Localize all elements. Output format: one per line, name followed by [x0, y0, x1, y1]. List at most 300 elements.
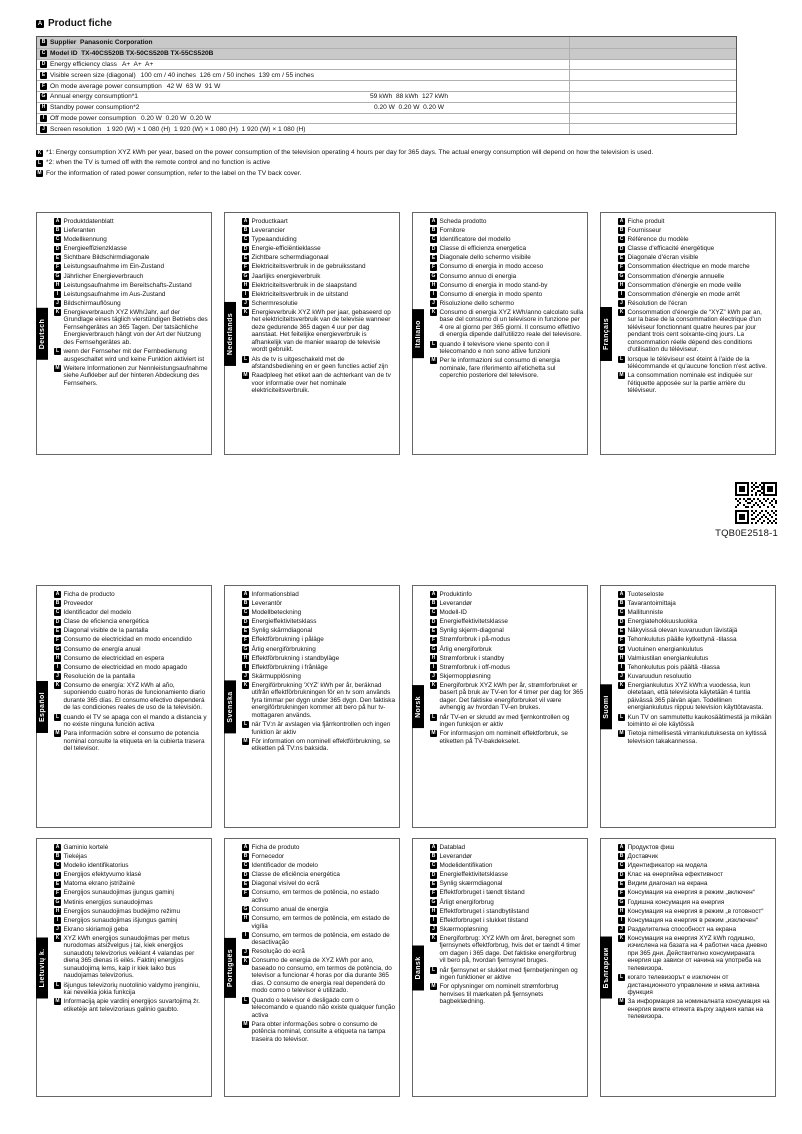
- list-item: [430, 263, 584, 271]
- letter-icon: B: [619, 227, 624, 234]
- row-empty-cell: [569, 37, 736, 48]
- letter-icon: B: [41, 38, 46, 45]
- letter-icon: J: [618, 673, 625, 680]
- item-text: Weitere Informationen zur Nennleistungsaufnahme siehe Aufkleber auf der hinteren Abdeckung des Fernsehers.: [63, 364, 208, 387]
- list-item: [618, 871, 772, 879]
- letter-icon: M: [619, 730, 624, 737]
- letter-icon: D: [243, 618, 248, 625]
- letter-icon: B: [243, 227, 248, 234]
- list-item: [430, 300, 584, 308]
- list-item: [618, 282, 772, 290]
- letter-icon: D: [619, 245, 624, 252]
- row-label: Visible screen size (diagonal): [50, 71, 136, 79]
- list-item: [430, 899, 584, 907]
- item-text: Zichtbare schermdiagonaal: [251, 254, 329, 262]
- item-text: Energijos efektyvumo klasė: [63, 871, 142, 879]
- list-item: [430, 236, 584, 244]
- list-item: [54, 600, 208, 608]
- item-text: Näkyvissä olevan kuvaruudun lävistäjä: [627, 627, 738, 635]
- list-item: [618, 609, 772, 617]
- item-text: Vuotuinen energiankulutus: [627, 645, 703, 653]
- item-text: For informasjon om nominelt effektforbruk, se etiketten på TV-bakdekselet.: [439, 730, 568, 745]
- letter-icon: I: [618, 917, 625, 924]
- item-text: Fournisseur: [627, 227, 662, 235]
- item-text: Synlig skärmdiagonal: [251, 627, 313, 635]
- letter-icon: A: [619, 218, 624, 225]
- list-item: [54, 609, 208, 617]
- item-text: Fornitore: [439, 227, 466, 235]
- item-text: Consommation électrique en mode marche: [627, 263, 750, 271]
- list-item: [618, 880, 772, 888]
- item-text: Als de tv is uitgeschakeld met de afstandsbediening en er geen functies actief zijn: [251, 355, 388, 371]
- list-item: [54, 245, 208, 253]
- list-item: [242, 853, 396, 861]
- item-text: Per le informazioni sul consumo di energia nominale, fare riferimento all'etichetta sul coperchio posteriore del televisore.: [439, 357, 560, 380]
- item-text: Skärmupplösning: [251, 672, 301, 680]
- letter-icon: E: [619, 627, 624, 634]
- letter-icon: I: [618, 291, 625, 298]
- letter-icon: K: [619, 309, 624, 316]
- letter-icon: J: [54, 926, 61, 933]
- letter-icon: L: [243, 355, 248, 362]
- letter-icon: H: [55, 907, 60, 914]
- letter-icon: D: [431, 618, 436, 625]
- list-item: [618, 714, 772, 729]
- item-text: Classe de eficiência energética: [251, 871, 340, 879]
- list-item: [242, 997, 396, 1020]
- letter-icon: G: [619, 645, 624, 652]
- list-item: [54, 908, 208, 916]
- item-text: Consommation d'énergie de “XYZ” kWh par an, sur la base de la consommation électrique d'un téléviseur fonctionnant quatre heures par jour pendant trois cent soixante-cinq jours. La consommation réelle dépend des conditions d'utilisation du téléviseur.: [627, 308, 762, 354]
- letter-icon: C: [431, 862, 436, 869]
- list-item: [430, 227, 584, 235]
- letter-icon: E: [431, 627, 436, 634]
- list-item: [242, 236, 396, 244]
- letter-icon: J: [430, 673, 437, 680]
- list-item: [242, 636, 396, 644]
- item-text: Leverandør: [439, 853, 473, 861]
- language-name: Lietuvių k.: [38, 947, 46, 988]
- item-text: Effektforbruget i standbytilstand: [439, 907, 529, 915]
- language-tab: [36, 937, 48, 998]
- row-label: Off mode power consumption: [50, 114, 137, 122]
- list-item: [430, 673, 584, 681]
- list-item: [54, 871, 208, 879]
- item-text: Para información sobre el consumo de potencia nominal consulte la etiqueta en la cubierta trasera del televisor.: [63, 730, 205, 753]
- item-text: Jährlicher Energieverbrauch: [63, 272, 144, 280]
- list-item: [430, 309, 584, 339]
- list-item: [430, 273, 584, 281]
- language-block: [36, 585, 212, 828]
- language-tab: [412, 309, 424, 359]
- list-item: [242, 309, 396, 354]
- letter-icon: F: [243, 263, 248, 270]
- table-row-main-cell: [37, 49, 569, 59]
- letter-icon: C: [243, 236, 248, 243]
- item-text: Skærmopløsning: [439, 925, 488, 933]
- letter-icon: L: [37, 159, 42, 166]
- item-text: Strømforbruk i standby: [439, 654, 505, 662]
- letter-icon: I: [242, 932, 249, 939]
- letter-icon: C: [243, 609, 248, 616]
- letter-icon: M: [431, 357, 436, 364]
- item-text: Leistungsaufnahme im Ein-Zustand: [63, 263, 165, 271]
- qr-label: TQB0E2518-1: [715, 528, 778, 539]
- letter-icon: L: [619, 713, 624, 720]
- list-item: [430, 862, 584, 870]
- letter-icon: K: [619, 935, 624, 942]
- list-item: [54, 880, 208, 888]
- item-text: Produktdatenblatt: [63, 218, 114, 225]
- item-text: Консумация на енергия в режим „изключен“: [627, 916, 758, 924]
- item-text: Effektförbrukning i standbyläge: [251, 654, 340, 662]
- list-item: [618, 935, 772, 973]
- item-text: Energijos sunaudojimas budėjimo režimu: [63, 907, 181, 915]
- letter-icon: J: [242, 673, 249, 680]
- row-empty-cell: [569, 103, 736, 113]
- item-text: quando il televisore viene spento con il telecomando e non sono attive funzioni: [439, 340, 551, 356]
- letter-icon: G: [619, 272, 624, 279]
- item-text: Energiatehokkuusluokka: [627, 618, 698, 626]
- item-text: wenn der Fernseher mit der Fernbedienung ausgeschaltet wird und keine Funktion aktiviert ist: [63, 348, 205, 363]
- item-text: Lieferanten: [63, 227, 96, 235]
- table-row: [37, 69, 736, 80]
- item-text: Консумация на енергия XYZ kWh годишно, изчислена на базата на 4 работни часа дневно при 365 дни. Действително консумираната енергия ще зависи от начина на употреба на телевизора.: [627, 934, 768, 972]
- item-text: Consommation d'énergie en mode arrêt: [627, 290, 740, 298]
- language-name: Svenska: [226, 690, 234, 723]
- letter-icon: M: [431, 730, 436, 737]
- item-text: Consommation d'énergie en mode veille: [627, 281, 742, 289]
- list-item: [54, 998, 208, 1013]
- language-items: [430, 591, 584, 745]
- item-text: išjungus televizorių nuotolinio valdymo įrenginiu, kai neveikia jokia funkcija: [63, 981, 200, 997]
- list-item: [430, 871, 584, 879]
- list-item: [618, 636, 772, 644]
- letter-icon: M: [55, 998, 60, 1005]
- item-text: Kuvaruudun resoluutio: [627, 672, 692, 680]
- language-items: [54, 844, 208, 1013]
- list-item: [242, 871, 396, 879]
- footnote-text: *2: when the TV is turned off with the remote control and no function is active: [46, 159, 271, 167]
- qr-code: [735, 482, 777, 524]
- item-text: Classe di efficienza energetica: [439, 245, 527, 253]
- item-text: Informaciją apie vardinį energijos suvartojimą žr. etiketėje ant televizoriaus galinio gaubto.: [63, 998, 200, 1013]
- item-text: Produktinfo: [439, 591, 472, 598]
- letter-icon: E: [55, 627, 60, 634]
- letter-icon: I: [242, 291, 249, 298]
- list-item: [430, 254, 584, 262]
- item-text: La consommation nominale est indiquée sur l'étiquette apposée sur la partie arrière du téléviseur.: [627, 372, 753, 395]
- letter-icon: E: [619, 880, 624, 887]
- language-block: [600, 585, 776, 828]
- item-text: Consumo di energia XYZ kWh/anno calcolato sulla base del consumo di un televisore in funzione per 4 ore al giorno per 365 giorni. Il consumo effettivo di energia dipende dall'utilizzo reale del televisore.: [439, 308, 584, 339]
- item-text: Bildschirmauflösung: [63, 299, 121, 307]
- language-tab: [224, 680, 236, 733]
- item-text: cuando el TV se apaga con el mando a distancia y no existe ninguna función activa: [63, 713, 207, 729]
- letter-icon: M: [37, 170, 42, 177]
- item-text: Mallitunniste: [627, 609, 664, 617]
- language-row-3: [36, 838, 776, 1097]
- list-item: [430, 853, 584, 861]
- list-item: [618, 591, 772, 599]
- list-item: [430, 917, 584, 925]
- row-label: Screen resolution: [50, 125, 102, 133]
- language-block: [224, 212, 400, 455]
- language-name: Norsk: [414, 695, 422, 718]
- item-text: Energieffektivitetsklasse: [439, 871, 508, 879]
- row-empty-cell: [569, 60, 736, 70]
- list-item: [430, 245, 584, 253]
- list-item: [54, 627, 208, 635]
- letter-icon: L: [431, 340, 436, 347]
- language-row-1: [36, 212, 776, 455]
- letter-icon: E: [243, 254, 248, 261]
- list-item: [54, 730, 208, 753]
- item-text: när TV:n är avslagen via fjärrkontrollen och ingen funktion är aktiv: [251, 721, 391, 736]
- product-table: [36, 36, 737, 135]
- letter-icon: B: [619, 853, 624, 860]
- row-label: Standby power consumption*2: [50, 104, 140, 112]
- letter-icon: A: [619, 591, 624, 598]
- item-text: Ficha de produto: [251, 844, 300, 851]
- item-text: Matoma ekrano įstrižainė: [63, 880, 135, 888]
- item-text: Fiche produit: [627, 218, 665, 225]
- letter-icon: F: [619, 889, 624, 896]
- list-item: [242, 844, 396, 852]
- item-text: når TV-en er skrudd av med fjernkontrollen og ingen funksjon er aktiv: [439, 713, 570, 729]
- item-text: Consumo de electricidad en modo encendido: [63, 636, 192, 644]
- item-text: Energieverbrauch XYZ kWh/Jahr, auf der Grundlage eines täglich vierstündigen Betriebs des Fernsehgerätes an 365 Tagen. Der tatsächliche Energieverbrauch hängt von der Art der Nutzung des Fernsehgerätes ab.: [63, 308, 208, 346]
- letter-icon: J: [242, 949, 249, 956]
- letter-icon: A: [243, 591, 248, 598]
- language-items: [430, 218, 584, 380]
- row-values-cell: 0.20 W 0.20 W 0.20 W: [374, 104, 444, 112]
- row-values-cell: 59 kWh 88 kWh 127 kWh: [369, 93, 449, 101]
- item-text: Metinis energijos sunaudojimas: [63, 898, 153, 906]
- item-text: Consumo di energia in modo acceso: [439, 263, 544, 271]
- letter-icon: I: [430, 664, 437, 671]
- list-item: [430, 655, 584, 663]
- list-item: [54, 291, 208, 299]
- list-item: [618, 655, 772, 663]
- item-text: Årlig energiforbruk: [439, 645, 492, 653]
- item-text: Разделителна способност на екрана: [627, 925, 737, 933]
- letter-icon: F: [243, 636, 248, 643]
- list-item: [618, 236, 772, 244]
- row-values: A+ A+ A+: [121, 60, 154, 68]
- list-item: [430, 282, 584, 290]
- list-item: [430, 714, 584, 729]
- letter-icon: G: [243, 272, 248, 279]
- letter-icon: H: [243, 281, 248, 288]
- language-name: Български: [602, 947, 610, 988]
- list-item: [54, 591, 208, 599]
- item-text: Scheda prodotto: [439, 218, 487, 225]
- language-name: Español: [38, 691, 46, 722]
- list-item: [618, 263, 772, 271]
- item-text: Consumo de energía: XYZ kWh al año, suponiendo cuatro horas de funcionamiento diario durante 365 días. El consumo efectivo dependerá de las condiciones reales de uso de la televisión.: [63, 681, 206, 712]
- language-block: [224, 838, 400, 1097]
- letter-icon: K: [55, 682, 60, 689]
- language-block: [412, 212, 588, 455]
- list-item: [242, 609, 396, 617]
- item-text: Energieverbruik XYZ kWh per jaar, gebaseerd op het elektriciteitsverbruik van de televisie wanneer deze gedurende 365 dagen 4 uur per dag aanstaat. Het feitelijke energieverbruik is afhankelijk van de manier waarop de televisie wordt gebruikt.: [251, 308, 391, 354]
- list-item: [54, 646, 208, 654]
- list-item: [242, 254, 396, 262]
- letter-icon: L: [431, 713, 436, 720]
- letter-icon: A: [619, 844, 624, 851]
- list-item: [54, 273, 208, 281]
- list-item: [430, 357, 584, 380]
- letter-icon: J: [54, 300, 61, 307]
- letter-icon: K: [243, 957, 248, 964]
- letter-icon: F: [431, 889, 436, 896]
- letter-icon: B: [243, 600, 248, 607]
- list-item: [54, 218, 208, 226]
- list-item: [618, 844, 772, 852]
- letter-icon: D: [55, 618, 60, 625]
- list-item: [54, 282, 208, 290]
- letter-icon: H: [55, 654, 60, 661]
- language-row-2: [36, 585, 776, 828]
- list-item: [54, 673, 208, 681]
- item-text: Årlig energiförbrukning: [251, 645, 316, 653]
- letter-icon: C: [55, 609, 60, 616]
- letter-icon: B: [431, 853, 436, 860]
- item-text: Energieeffizienzklasse: [63, 245, 127, 253]
- item-text: Tietoja nimellisestä virrankulutuksesta on kyltissä television takakannessa.: [627, 730, 767, 745]
- list-item: [618, 218, 772, 226]
- list-item: [54, 926, 208, 934]
- letter-icon: K: [243, 682, 248, 689]
- list-item: [54, 618, 208, 626]
- letter-icon: G: [431, 645, 436, 652]
- item-text: Diagonale dello schermo visibile: [439, 254, 531, 262]
- row-values: 42 W 63 W 91 W: [166, 82, 221, 90]
- row-label: Annual energy consumption*1: [50, 93, 138, 101]
- letter-icon: M: [55, 730, 60, 737]
- item-text: Energiankulutus XYZ kWh:a vuodessa, kun oletetaan, että televisiota käytetään 4 tuntia päivässä 365 päivän ajan. Todellinen energiankulutus riippuu television käyttötavasta.: [627, 681, 764, 712]
- list-item: [242, 957, 396, 995]
- list-item: [54, 636, 208, 644]
- item-text: За информация за номиналната консумация на енергия вижте етикета върху задния капак на телевизора.: [627, 998, 770, 1021]
- letter-icon: J: [618, 300, 625, 307]
- list-item: [430, 646, 584, 654]
- letter-icon: H: [431, 654, 436, 661]
- row-empty-cell: [569, 70, 736, 80]
- letter-icon: B: [431, 600, 436, 607]
- list-item: [430, 682, 584, 712]
- letter-icon: G: [55, 645, 60, 652]
- letter-icon: H: [431, 907, 436, 914]
- letter-icon: M: [619, 372, 624, 379]
- item-text: Proveedor: [63, 600, 93, 608]
- item-text: Résolution de l'écran: [627, 299, 687, 307]
- language-tab: [600, 307, 612, 361]
- list-item: [242, 273, 396, 281]
- table-row-main-cell: [37, 70, 569, 80]
- letter-icon: J: [40, 126, 47, 133]
- letter-icon: F: [243, 889, 248, 896]
- list-item: [54, 236, 208, 244]
- item-text: Консумация на енергия в режим „в готовност“: [627, 907, 764, 915]
- item-text: Tehonkulutus päälle kytkettynä -tilassa: [627, 636, 737, 644]
- letter-icon: A: [55, 218, 60, 225]
- item-text: Modellbeteckning: [251, 609, 302, 617]
- item-text: Consumo di energia in modo stand-by: [439, 281, 548, 289]
- item-text: lorsque le téléviseur est éteint à l'aide de la télécommande et qu'aucune fonction n'est active.: [627, 355, 768, 371]
- footnote: [36, 149, 746, 157]
- item-text: Resolução do ecrã: [251, 948, 305, 956]
- list-item: [242, 906, 396, 914]
- letter-icon: E: [41, 71, 46, 78]
- item-text: Energieffektivitetsklasse: [439, 618, 508, 626]
- language-block: [36, 212, 212, 455]
- list-item: [618, 254, 772, 262]
- list-item: [242, 372, 396, 395]
- item-text: Energiforbrug: XYZ kWh om året, beregnet som fjernsynets effektforbrug, hvis det er tændt 4 timer om dagen i 365 dage. Det faktiske energiforbrug vil bero på, hvordan fjernsynet bruges.: [439, 934, 581, 965]
- list-item: [618, 227, 772, 235]
- table-row: [37, 102, 736, 113]
- language-items: [430, 844, 584, 1006]
- list-item: [618, 998, 772, 1021]
- list-item: [430, 591, 584, 599]
- letter-icon: M: [431, 983, 436, 990]
- qr-code-graphic: [735, 482, 777, 524]
- list-item: [54, 899, 208, 907]
- list-item: [242, 300, 396, 308]
- list-item: [430, 889, 584, 897]
- item-text: För information om nominell effektförbrukning, se etiketten på TV:ns baksida.: [251, 737, 391, 753]
- language-items: [618, 218, 772, 395]
- language-items: [618, 591, 772, 745]
- letter-icon: A: [243, 218, 248, 225]
- row-empty-cell: [569, 49, 736, 59]
- list-item: [54, 853, 208, 861]
- language-items: [242, 591, 396, 753]
- item-text: Tehonkulutus pois päältä -tilassa: [627, 663, 720, 671]
- language-items: [618, 844, 772, 1021]
- item-text: Diagonal visível do ecrã: [251, 880, 320, 888]
- list-item: [242, 862, 396, 870]
- item-text: Modelidentifikation: [439, 862, 493, 870]
- letter-icon: A: [55, 844, 60, 851]
- list-item: [618, 908, 772, 916]
- list-item: [242, 915, 396, 930]
- list-item: [242, 245, 396, 253]
- language-items: [242, 218, 396, 395]
- language-tab: [412, 945, 424, 990]
- list-item: [242, 932, 396, 947]
- item-text: Elektriciteitsverbruik in de slaapstand: [251, 281, 357, 289]
- list-item: [430, 218, 584, 226]
- letter-icon: C: [619, 862, 624, 869]
- list-item: [54, 300, 208, 308]
- table-row-main-cell: [37, 81, 569, 91]
- list-item: [430, 926, 584, 934]
- letter-icon: I: [54, 917, 61, 924]
- item-text: Modell-ID: [439, 609, 467, 617]
- letter-icon: L: [55, 981, 60, 988]
- item-text: Diagonale d'écran visible: [627, 254, 699, 262]
- item-text: Kun TV on sammutettu kaukosäätimestä ja mikään toiminto ei ole käytössä: [627, 713, 772, 729]
- letter-icon: E: [55, 880, 60, 887]
- language-tab: [36, 680, 48, 732]
- letter-icon: C: [431, 609, 436, 616]
- table-row-main-cell: [37, 103, 249, 113]
- list-item: [54, 982, 208, 997]
- letter-icon: C: [619, 236, 624, 243]
